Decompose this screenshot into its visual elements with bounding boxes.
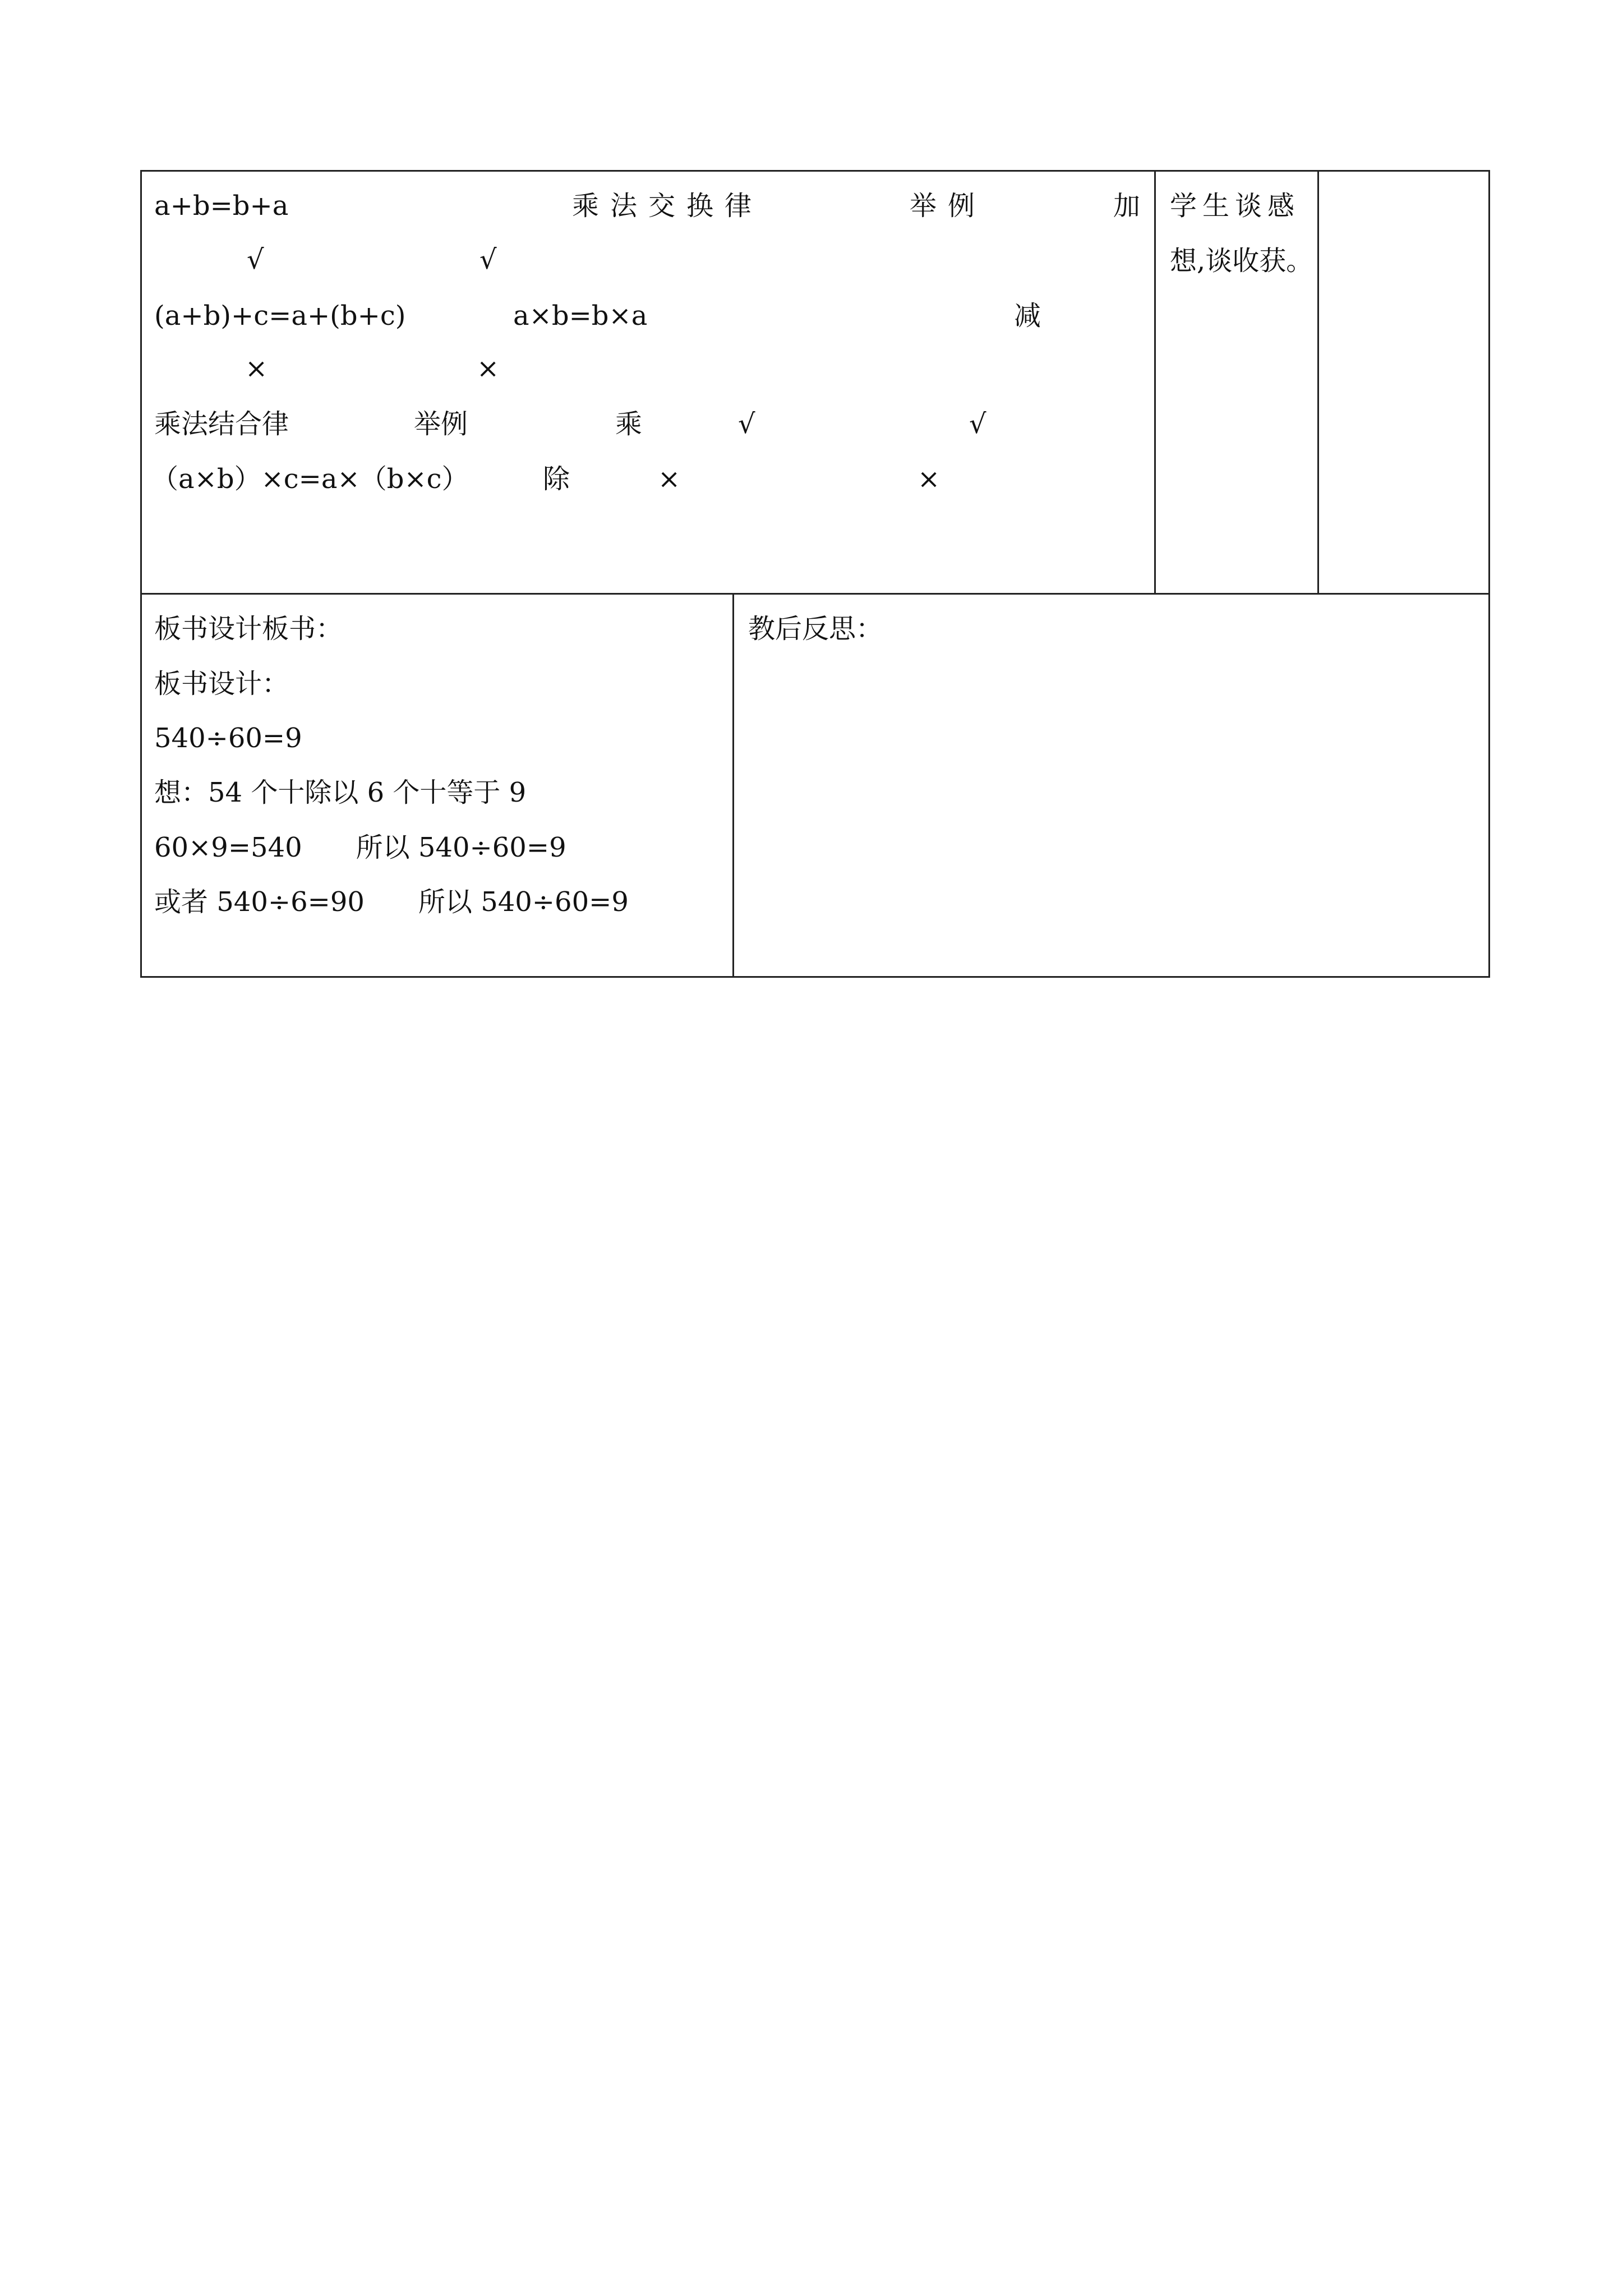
student-note-line2: 想,谈收获。 — [1170, 245, 1313, 277]
board-line: 想：54 个十除以 6 个十等于 9 — [154, 777, 527, 808]
commutative-add-formula: a+b=b+a — [154, 190, 289, 222]
check-mark-4: √ — [969, 408, 986, 440]
cross-mark-4: × — [917, 463, 940, 495]
op-add: 加 — [1113, 190, 1141, 222]
reflection-label: 教后反思： — [748, 613, 883, 645]
upper-divider-1 — [1154, 170, 1156, 595]
upper-divider-2 — [1317, 170, 1319, 595]
board-line: 板书设计： — [154, 668, 289, 700]
student-note-line1: 学生谈感 — [1170, 190, 1301, 222]
mult-commutative-law: 乘法交换律 — [572, 190, 763, 222]
example-label-1: 举例 — [910, 190, 986, 222]
op-multiply: 乘 — [615, 408, 643, 440]
cross-mark-1: × — [245, 353, 268, 384]
op-subtract: 减 — [1014, 300, 1041, 332]
board-line: 60×9=540 所以 540÷60=9 — [154, 832, 566, 863]
lower-divider — [732, 593, 734, 978]
check-mark-2: √ — [479, 244, 497, 275]
associative-mult-formula: （a×b）×c=a×（b×c） — [151, 463, 469, 495]
cross-mark-3: × — [658, 463, 681, 495]
cross-mark-2: × — [477, 353, 500, 384]
board-line: 540÷60=9 — [154, 723, 302, 754]
mult-associative-law: 乘法结合律 — [154, 408, 289, 440]
upper-table — [140, 170, 1490, 595]
commutative-mult-formula: a×b=b×a — [513, 300, 648, 332]
board-line: 或者 540÷6=90 所以 540÷60=9 — [154, 886, 629, 918]
example-label-2: 举例 — [414, 408, 468, 440]
check-mark-3: √ — [738, 408, 755, 440]
board-design-heading: 板书设计板书： — [154, 613, 343, 645]
check-mark-1: √ — [247, 244, 264, 275]
associative-add-formula: (a+b)+c=a+(b+c) — [154, 300, 406, 332]
op-divide: 除 — [543, 463, 570, 495]
